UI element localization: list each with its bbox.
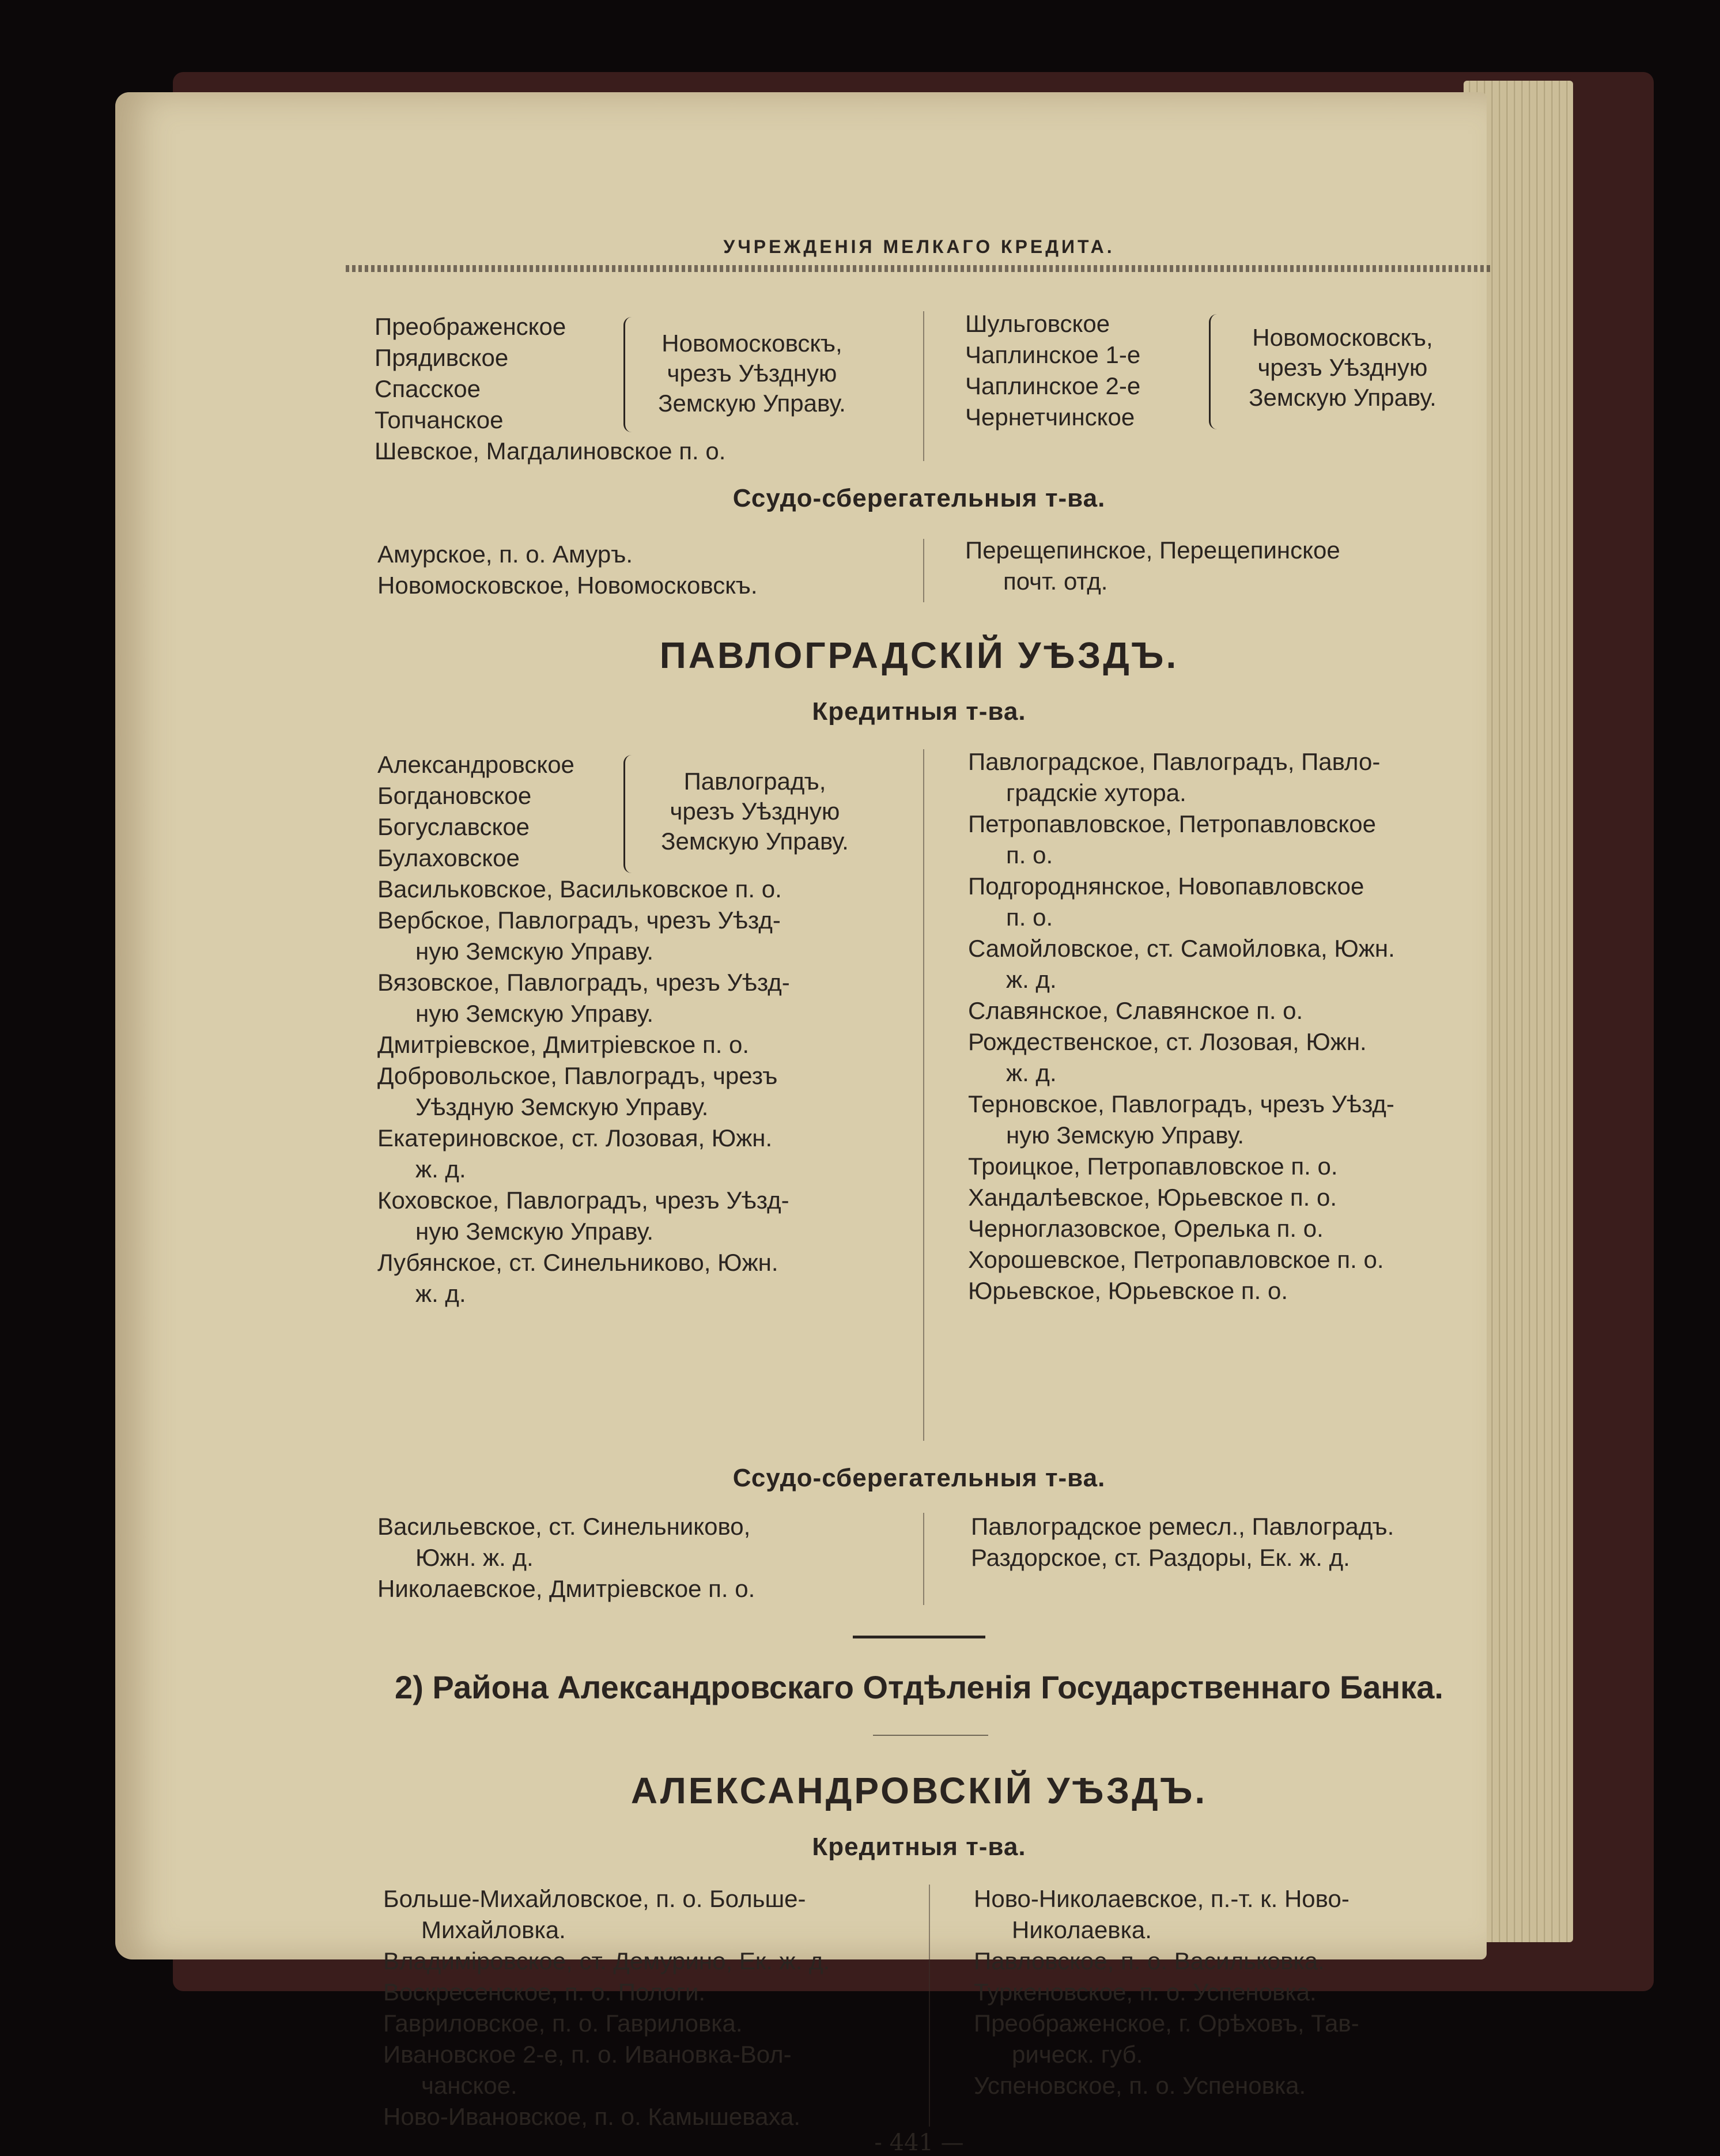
list-item: Петропавловское, Петропавловское (968, 810, 1376, 837)
list-item: Троицкое, Петропавловское п. о. (968, 1153, 1338, 1180)
list-item: Больше-Михайловское, п. о. Больше- (383, 1885, 806, 1912)
ssudo1-left (377, 539, 758, 601)
column-divider (929, 1885, 930, 2127)
list-item: Добровольское, Павлоградъ, чрезъ (377, 1062, 778, 1089)
list-item: Топчанское (375, 406, 504, 433)
list-item: Николаевское, Дмитріевское п. о. (377, 1575, 755, 1602)
list-item: Южн. ж. д. (415, 1544, 534, 1571)
list-item: Подгороднянское, Новопавловское (968, 873, 1364, 900)
list-item: Булаховское (377, 844, 520, 871)
list-item: Амурское, п. о. Амуръ. (377, 541, 633, 568)
section-subtitle: Ссудо-сберегательныя т-ва. (732, 484, 1106, 512)
list-item: Спасское (375, 375, 481, 402)
section-subtitle: Кредитныя т-ва. (812, 1833, 1026, 1861)
column-divider (923, 1513, 924, 1605)
list-item: Новомосковское, Новомосковскъ. (377, 572, 758, 599)
list-item: ную Земскую Управу. (415, 1000, 654, 1027)
list-item: Дмитріевское, Дмитріевское п. о. (377, 1031, 750, 1058)
region-title: 2) Района Александровскаго Отдѣленія Государственнаго Банка. (395, 1669, 1443, 1705)
list-item: п. о. (1006, 904, 1053, 931)
list-item: Преображенское (375, 313, 566, 340)
list-item: Александровское (377, 751, 574, 778)
block1-left-address: Новомосковскъ, чрезъ Уѣздную Земскую Управу. (658, 330, 846, 417)
list-item: Ново-Ивановское, п. о. Камышеваха. (383, 2103, 801, 2130)
list-item: Перещепинское, Перещепинское (965, 537, 1340, 564)
list-item: Успеновское, п. о. Успеновка. (974, 2072, 1306, 2099)
section-subtitle: Ссудо-сберегательныя т-ва. (732, 1464, 1106, 1492)
book-page (115, 92, 1487, 2156)
list-item: Прядивское (375, 344, 509, 371)
list-item: Гавриловское, п. о. Гавриловка. (383, 2010, 743, 2037)
column-divider (923, 749, 924, 1441)
pavlograd-left-brace-items (377, 749, 574, 874)
list-item: Васильковское, Васильковское п. о. (377, 875, 782, 903)
header-wavy-rule (346, 265, 1492, 272)
block1-right-address: Новомосковскъ, чрезъ Уѣздную Земскую Управу. (1249, 324, 1437, 411)
list-item: Николаевка. (1012, 1916, 1152, 1943)
list-item: Хандалѣевское, Юрьевское п. о. (968, 1184, 1337, 1211)
column-divider (923, 539, 924, 602)
list-item: Раздорское, ст. Раздоры, Ек. ж. д. (971, 1544, 1350, 1571)
pavlograd-left-list (377, 874, 790, 1309)
list-item: Екатериновское, ст. Лозовая, Южн. (377, 1124, 773, 1151)
list-item: ж. д. (415, 1156, 466, 1183)
list-item: Самойловское, ст. Самойловка, Южн. (968, 935, 1395, 962)
list-item: Коховское, Павлоградъ, чрезъ Уѣзд- (377, 1187, 789, 1214)
list-item: почт. отд. (1003, 568, 1108, 595)
uezd-title: АЛЕКСАНДРОВСКІЙ УѢЗДЪ. (630, 1770, 1208, 1811)
list-item: Павлоградское, Павлоградъ, Павло- (968, 748, 1381, 775)
list-item: Чернетчинское (965, 403, 1135, 431)
list-item: Васильевское, ст. Синельниково, (377, 1513, 751, 1540)
list-item: Павловское, п. о. Васильковка. (974, 1947, 1325, 1974)
list-item: Богуславское (377, 813, 530, 840)
pavlograd-left-brace-address: Павлоградъ, чрезъ Уѣздную Земскую Управу. (661, 768, 849, 855)
list-item: Вязовское, Павлоградъ, чрезъ Уѣзд- (377, 969, 790, 996)
pavlograd-ssudo-left (377, 1511, 755, 1604)
list-item: ную Земскую Управу. (1006, 1122, 1245, 1149)
list-item: Шевское, Магдалиновское п. о. (375, 437, 726, 465)
list-item: Юрьевское, Юрьевское п. о. (968, 1277, 1288, 1304)
list-item: Терновское, Павлоградъ, чрезъ Уѣзд- (968, 1090, 1394, 1117)
list-item: Туркеновское, п. о. Успеновка. (974, 1978, 1317, 2006)
section-subtitle: Кредитныя т-ва. (812, 697, 1026, 726)
list-item: Ново-Николаевское, п.-т. к. Ново- (974, 1885, 1349, 1912)
list-item: Чаплинское 2-е (965, 372, 1141, 399)
list-item: ж. д. (1006, 1059, 1057, 1086)
list-item: Рождественское, ст. Лозовая, Южн. (968, 1028, 1367, 1055)
list-item: Чаплинское 1-е (965, 341, 1141, 368)
list-item: Лубянское, ст. Синельниково, Южн. (377, 1249, 778, 1276)
list-item: Уѣздную Земскую Управу. (415, 1093, 709, 1120)
list-item: Черноглазовское, Орелька п. о. (968, 1215, 1324, 1242)
uezd-title: ПАВЛОГРАДСКІЙ УѢЗДЪ. (659, 635, 1179, 676)
list-item: Владиміровское, ст. Демурино, Ек. ж. д. (383, 1947, 830, 1974)
list-item: Шульговское (965, 310, 1110, 337)
list-item: Славянское, Славянское п. о. (968, 997, 1303, 1024)
list-item: Павлоградское ремесл., Павлоградъ. (971, 1513, 1394, 1540)
section-divider (853, 1636, 985, 1638)
column-divider (923, 311, 924, 461)
list-item: ж. д. (1006, 966, 1057, 993)
list-item: Михайловка. (421, 1916, 566, 1943)
list-item: Вербское, Павлоградъ, чрезъ Уѣзд- (377, 907, 781, 934)
list-item: п. о. (1006, 841, 1053, 869)
list-item: рическ. губ. (1012, 2041, 1143, 2068)
list-item: чанское. (421, 2072, 517, 2099)
list-item: Богдановское (377, 782, 532, 809)
list-item: Воскресенское, п. о. Пологи. (383, 1978, 706, 2006)
list-item: ную Земскую Управу. (415, 938, 654, 965)
list-item: Ивановское 2-е, п. о. Ивановка-Вол- (383, 2041, 792, 2068)
list-item: ж. д. (415, 1280, 466, 1307)
list-item: Преображенское, г. Орѣховъ, Тав- (974, 2010, 1359, 2037)
block1-right-items (965, 308, 1140, 433)
list-item: градскіе хутора. (1006, 779, 1186, 806)
section-divider (873, 1735, 988, 1736)
pavlograd-right-list (968, 746, 1395, 1307)
pavlograd-ssudo-right (971, 1511, 1394, 1573)
page-number: - 441 — (874, 2129, 964, 2156)
list-item: Хорошевское, Петропавловское п. о. (968, 1246, 1384, 1273)
running-head: УЧРЕЖДЕНІЯ МЕЛКАГО КРЕДИТА. (723, 236, 1115, 257)
list-item: ную Земскую Управу. (415, 1218, 654, 1245)
aleksandrovsk-left-list (383, 1883, 830, 2132)
ssudo1-right (965, 535, 1340, 597)
aleksandrovsk-right-list (974, 1883, 1359, 2101)
